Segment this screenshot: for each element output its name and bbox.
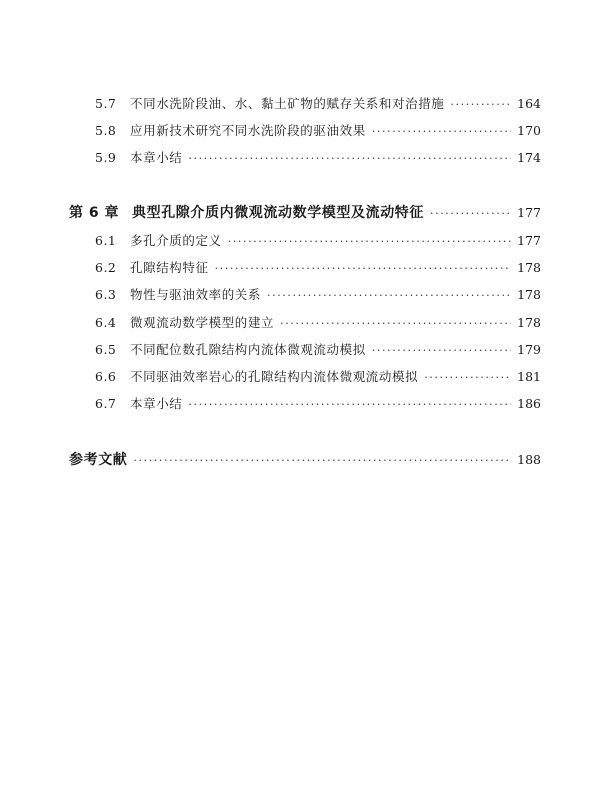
page-number: 181 [517,369,541,384]
section-title: 不同配位数孔隙结构内流体微观流动模拟 [130,342,366,357]
toc-entry-5-7[interactable] [95,92,541,112]
toc-entry-6-7[interactable] [95,392,541,412]
section-number: 6.3 [95,287,117,302]
toc-entry-6-5[interactable] [95,338,541,358]
toc-entry-6-4[interactable] [95,311,541,331]
chapter-title: 典型孔隙介质内微观流动数学模型及流动特征 [132,205,424,221]
section-title: 本章小结 [130,150,183,165]
dot-leader [430,207,511,221]
toc-entry-6-3[interactable] [95,283,541,303]
dot-leader [267,289,511,303]
section-number: 5.7 [95,96,117,111]
section-title: 微观流动数学模型的建立 [130,315,275,330]
section-number: 6.2 [95,260,117,275]
toc-entry-6-1[interactable] [95,229,541,249]
section-number: 6.5 [95,342,117,357]
section-number: 6.1 [95,233,117,248]
section-number: 6.4 [95,315,117,330]
page-number: 188 [517,452,541,467]
toc-entry-5-9[interactable] [95,146,541,166]
section-title: 不同水洗阶段油、水、黏土矿物的赋存关系和对治措施 [130,96,445,111]
page-number: 179 [517,342,541,357]
dot-leader [215,262,512,276]
dot-leader [188,398,511,412]
dot-leader [424,371,511,385]
dot-leader [450,98,511,112]
section-title: 应用新技术研究不同水洗阶段的驱油效果 [130,123,366,138]
page-number: 178 [517,287,541,302]
section-title: 孔隙结构特征 [130,260,209,275]
section-number: 5.9 [95,150,117,165]
chapter-number: 第 6 章 [69,205,119,221]
toc-entry-6-2[interactable] [95,256,541,276]
dot-leader [372,125,511,139]
dot-leader [280,317,511,331]
dot-leader [188,152,511,166]
page-number: 164 [517,96,541,111]
toc-entry-5-8[interactable] [95,119,541,139]
page-number: 177 [517,233,541,248]
dot-leader [372,344,511,358]
page-number: 170 [517,123,541,138]
toc-references[interactable] [69,448,541,468]
references-title: 参考文献 [69,452,128,468]
section-number: 6.6 [95,369,117,384]
section-title: 本章小结 [130,396,183,411]
dot-leader [228,235,511,249]
toc-entry-6-6[interactable] [95,365,541,385]
page-number: 178 [517,315,541,330]
page-number: 174 [517,150,541,165]
page-number: 186 [517,396,541,411]
section-number: 5.8 [95,123,117,138]
section-title: 多孔介质的定义 [130,233,222,248]
page-number: 177 [517,205,541,220]
toc-chapter-6[interactable] [69,201,541,221]
section-title: 不同驱油效率岩心的孔隙结构内流体微观流动模拟 [130,369,419,384]
section-title: 物性与驱油效率的关系 [130,287,262,302]
section-number: 6.7 [95,396,117,411]
dot-leader [133,454,511,468]
page-number: 178 [517,260,541,275]
